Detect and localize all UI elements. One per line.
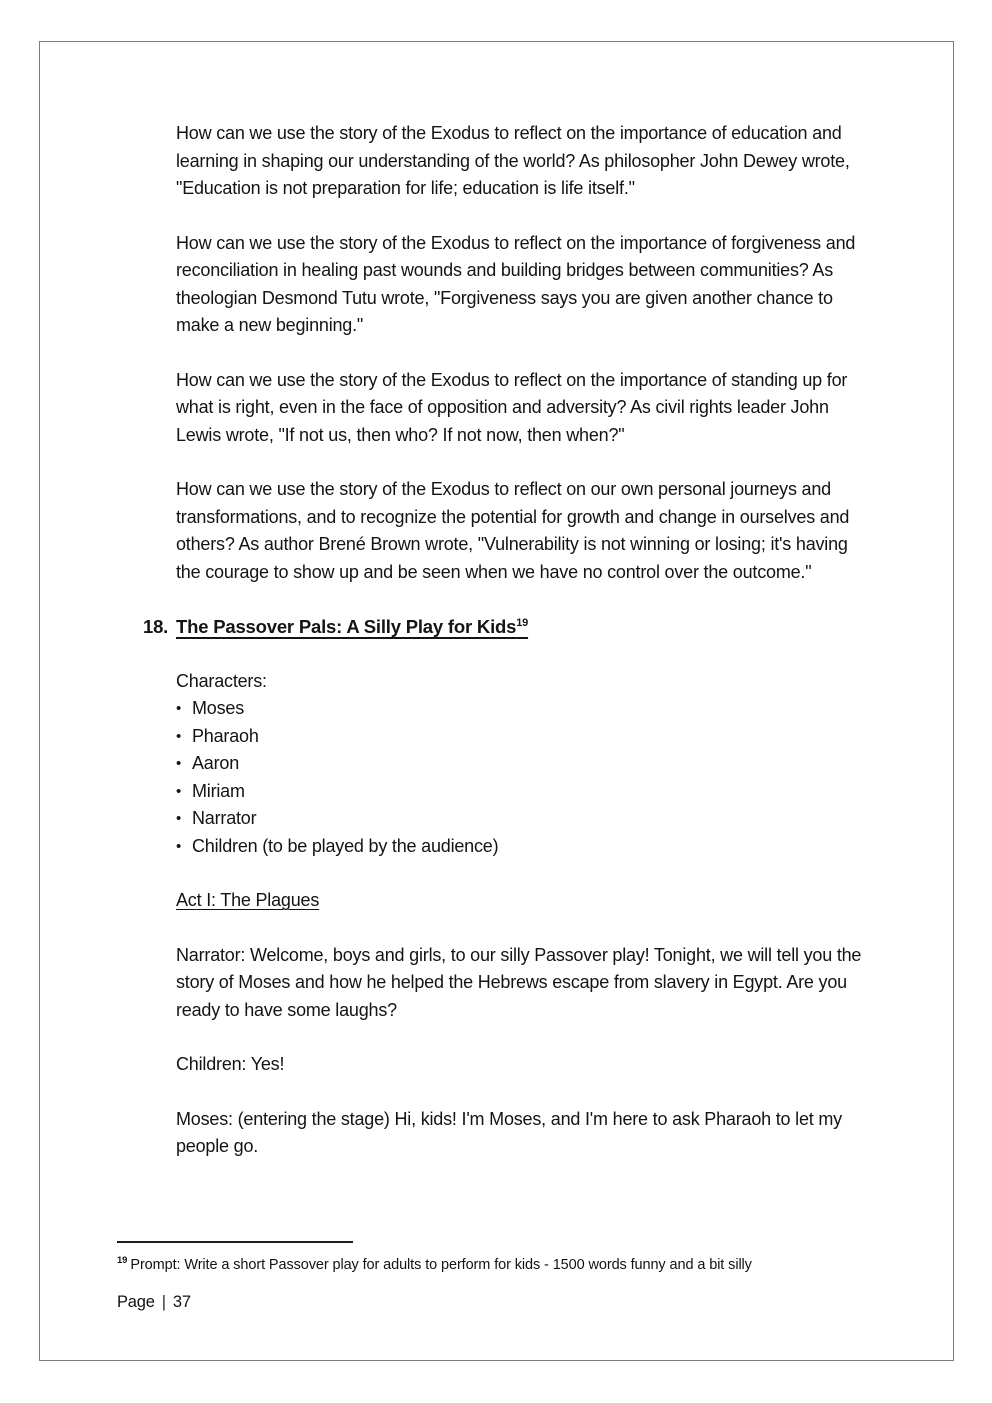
character-item bbox=[176, 695, 876, 723]
footnote-text bbox=[117, 1255, 887, 1275]
page-content bbox=[143, 120, 876, 1188]
character-item bbox=[176, 723, 876, 751]
body-paragraph: How can we use the story of the Exodus to reflect on our own personal journeys and transformations, and to recognize the potential for growth and change in ourselves and others? As author Brené Brown wrote, "Vulnerability is not winning or losing; it's having the courage to show up and be seen when we have no control over the outcome." bbox=[176, 479, 850, 582]
section-title-text: The Passover Pals: A Silly Play for Kids bbox=[176, 616, 517, 637]
footnote-area bbox=[117, 1241, 887, 1275]
dialogue-paragraph: Children: Yes! bbox=[176, 1054, 285, 1074]
bullet-icon: • bbox=[176, 810, 182, 827]
footnote-reference: 19 bbox=[117, 1255, 128, 1267]
heading-footnote-reference: 19 bbox=[516, 616, 529, 629]
footer-page-label: Page bbox=[117, 1293, 155, 1311]
character-name: Moses bbox=[192, 698, 245, 718]
footer-separator: | bbox=[161, 1293, 166, 1311]
characters-label: Characters: bbox=[176, 670, 267, 691]
page-footer bbox=[117, 1293, 191, 1312]
bullet-icon: • bbox=[176, 755, 182, 772]
character-item bbox=[176, 778, 876, 806]
character-name: Miriam bbox=[192, 780, 245, 801]
bullet-icon: • bbox=[176, 837, 182, 855]
section-title bbox=[176, 616, 528, 637]
character-item bbox=[176, 833, 876, 861]
section-heading bbox=[143, 613, 876, 641]
footnote-body: Prompt: Write a short Passover play for adults to perform for kids - 1500 words funny and a bit silly bbox=[130, 1257, 752, 1273]
bullet-icon: • bbox=[176, 782, 182, 800]
body-paragraph: How can we use the story of the Exodus to reflect on the importance of education and learning in shaping our understanding of the world? As philosopher John Dewey wrote, "Education is not preparation for life; education is life itself." bbox=[176, 123, 850, 198]
body-paragraph: How can we use the story of the Exodus to reflect on the importance of forgiveness and reconciliation in healing past wounds and building bridges between communities? As theologian Desmond Tutu wrote, "Forgiveness says you are given another chance to make a new beginning." bbox=[176, 232, 856, 335]
dialogue-paragraph: Moses: (entering the stage) Hi, kids! I'm Moses, and I'm here to ask Pharaoh to let my people go. bbox=[176, 1108, 842, 1156]
bullet-icon: • bbox=[176, 700, 182, 717]
character-name: Pharaoh bbox=[192, 725, 259, 746]
act-heading-text: Act I: The Plagues bbox=[176, 890, 320, 910]
character-name: Narrator bbox=[192, 808, 257, 828]
character-name: Aaron bbox=[192, 753, 240, 773]
footnote-separator bbox=[117, 1241, 353, 1243]
character-list bbox=[176, 695, 876, 860]
dialogue-paragraph: Narrator: Welcome, boys and girls, to our silly Passover play! Tonight, we will tell you the story of Moses and how he helped the Hebrews escape from slavery in Egypt. Are you ready to have some laughs? bbox=[176, 944, 862, 1020]
act-heading bbox=[176, 887, 876, 915]
character-item bbox=[176, 805, 876, 833]
footer-page-number: 37 bbox=[172, 1293, 191, 1311]
character-name: Children (to be played by the audience) bbox=[192, 835, 499, 856]
bullet-icon: • bbox=[176, 727, 182, 745]
characters-block bbox=[176, 668, 876, 861]
body-paragraph: How can we use the story of the Exodus to reflect on the importance of standing up for what is right, even in the face of opposition and adversity? As civil rights leader John Lewis wrote, "If not us, then who? If not now, then when?" bbox=[176, 369, 848, 445]
section-number: 18. bbox=[143, 616, 169, 637]
character-item bbox=[176, 750, 876, 778]
